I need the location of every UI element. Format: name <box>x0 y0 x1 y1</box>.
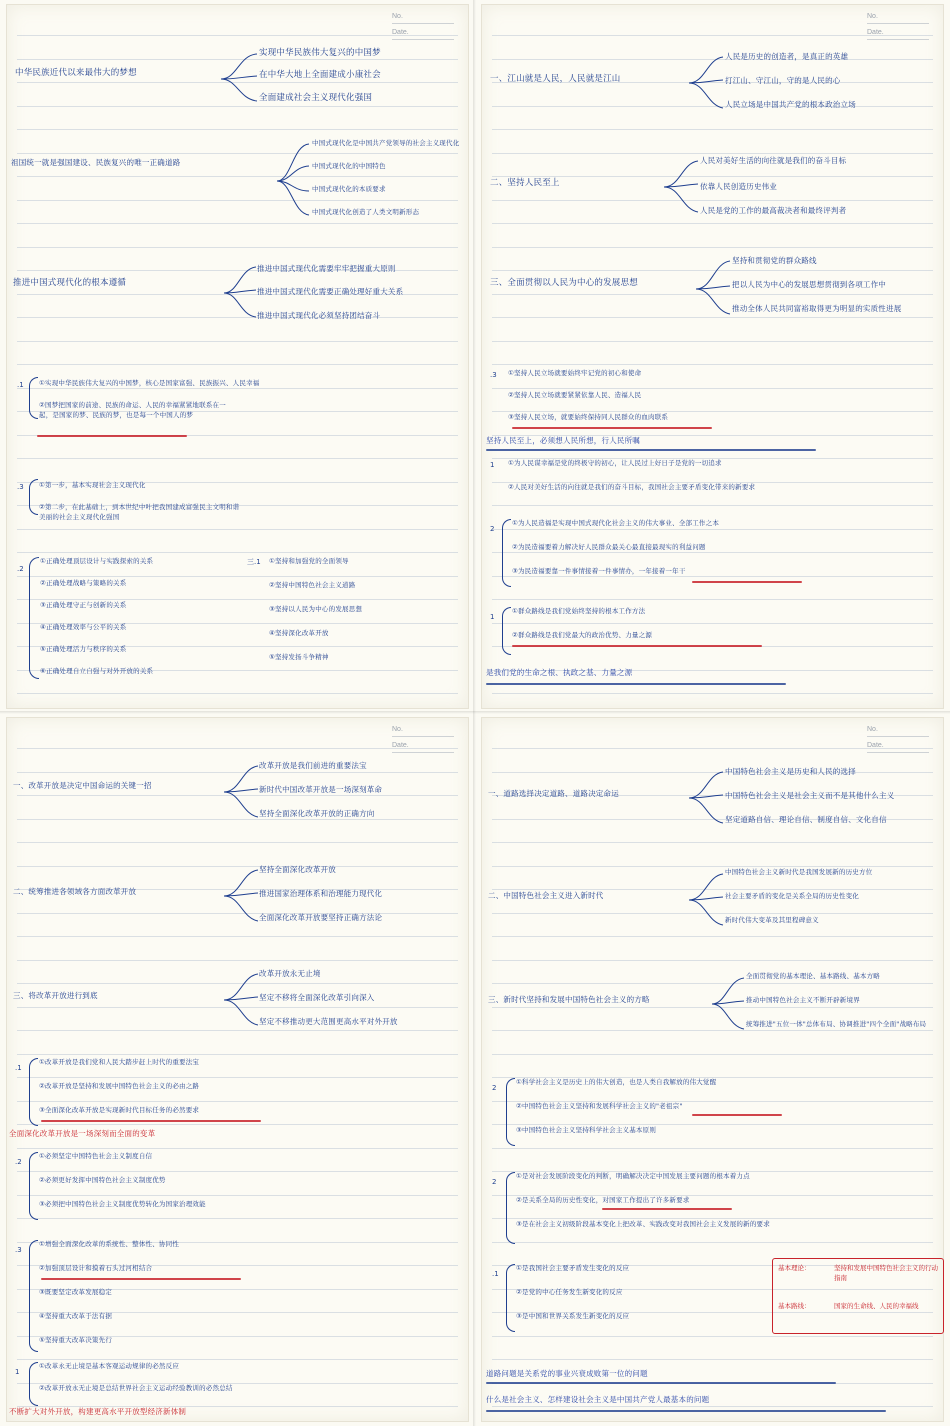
branch-1-2: 在中华大地上全面建成小康社会 <box>259 70 381 80</box>
branch-3-3: 坚定不移推动更大范围更高水平对外开放 <box>259 1017 398 1026</box>
stem-2: 二、中国特色社会主义进入新时代 <box>488 891 604 900</box>
page-seam-vertical <box>473 0 476 1426</box>
branch-1-3: 全面建成社会主义现代化强国 <box>259 93 373 103</box>
stem-3: 推进中国式现代化的根本遵循 <box>13 278 127 288</box>
fan-connector-3 <box>710 974 746 1036</box>
date-field: Date. <box>392 740 454 753</box>
note-index-3: .1 <box>492 1270 499 1278</box>
no-field: No. <box>867 11 929 24</box>
branch-1-3: 人民立场是中国共产党的根本政治立场 <box>725 100 856 109</box>
branch-3-2: 推进中国式现代化需要正确处理好重大关系 <box>257 287 404 296</box>
redbox-label-1: 基本理论： <box>778 1264 811 1272</box>
branch-1-3: 坚持全面深化改革开放的正确方向 <box>259 809 375 818</box>
branch-3-1: 推进中国式现代化需要牢牢把握重大原则 <box>257 264 396 273</box>
stem-2: 二、坚持人民至上 <box>490 178 560 188</box>
underline-red-1 <box>692 1114 782 1116</box>
branch-3-1: 全面贯彻党的基本理论、基本路线、基本方略 <box>746 972 880 980</box>
note-4-line-2: ②改革开放永无止境是总结世界社会主义运动经验教训的必然总结 <box>39 1384 233 1392</box>
note-3-line-1: ①增强全面深化改革的系统性、整体性、协同性 <box>39 1240 180 1248</box>
branch-1-1: 人民是历史的创造者，是真正的英雄 <box>725 52 849 61</box>
note-2-line-1: ①为人民谋幸福是党的终极守的初心，让人民过上好日子是党的一切追求 <box>508 459 722 467</box>
stem-1: 中华民族近代以来最伟大的梦想 <box>15 68 137 78</box>
note-index-1: .3 <box>490 371 497 379</box>
branch-2-3: 中国式现代化的本质要求 <box>312 185 386 193</box>
note-2-line-1: ①第一步，基本实现社会主义现代化 <box>39 481 146 489</box>
page-header-fields <box>867 724 929 756</box>
note-3-line-3: ③正确处理守正与创新的关系 <box>40 601 127 609</box>
note-3-line-1: ①为人民造福是实现中国式现代化社会主义的伟大事业、全部工作之本 <box>512 519 720 527</box>
underline-blue-1 <box>486 449 816 451</box>
note-index-3: .2 <box>17 565 24 573</box>
page-bottom-right <box>475 713 950 1426</box>
underline-blue-2 <box>486 1410 886 1412</box>
branch-2-1: 坚持全面深化改革开放 <box>259 865 336 874</box>
branch-2-2: 依靠人民创造历史伟业 <box>700 182 777 191</box>
stem-2: 二、统筹推进各领域各方面改革开放 <box>13 887 137 896</box>
note-4-line-1: ①改革永无止境是基本客观运动规律的必然反应 <box>39 1362 180 1370</box>
note-1-line-1: ①实现中华民族伟大复兴的中国梦，核心是国家富强、民族振兴、人民幸福 <box>39 379 260 387</box>
highlight-1: 道路问题是关系党的事业兴衰成败第一位的问题 <box>486 1369 648 1378</box>
brace-2 <box>29 479 38 515</box>
note-4-line-1: ①坚持和加强党的全面领导 <box>269 557 349 565</box>
branch-3-2: 把以人民为中心的发展思想贯彻到各项工作中 <box>732 280 886 289</box>
note-2-line-3: ③是在社会主义初级阶段基本变化上把改革、实践改变对我国社会主义发展的新的要求 <box>516 1220 770 1228</box>
branch-1-1: 中国特色社会主义是历史和人民的选择 <box>725 767 856 776</box>
paper-sheet <box>6 717 469 1422</box>
fan-connector-3 <box>222 970 260 1032</box>
branch-3-3: 推进中国式现代化必须坚持团结奋斗 <box>257 311 381 320</box>
note-1-line-2: ②坚持人民立场就要紧紧依靠人民、造福人民 <box>508 391 642 399</box>
note-index-4: 三.1 <box>247 558 261 566</box>
note-1-line-1: ①科学社会主义是历史上的伟大创造，也是人类自我解放的伟大觉醒 <box>516 1078 717 1086</box>
note-1-line-3: ③全面深化改革开放是实现新时代目标任务的必然要求 <box>39 1106 200 1114</box>
stem-3: 三、新时代坚持和发展中国特色社会主义的方略 <box>488 995 650 1004</box>
stem-3: 三、全面贯彻以人民为中心的发展思想 <box>490 278 638 288</box>
note-2-line-3: ③必须把中国特色社会主义制度优势转化为国家治理效能 <box>39 1200 206 1208</box>
note-2-line-1: ①必须坚定中国特色社会主义制度自信 <box>39 1152 153 1160</box>
page-top-left <box>0 0 475 713</box>
highlight-2: 不断扩大对外开放，构建更高水平开放型经济新体制 <box>9 1407 187 1416</box>
branch-2-1: 人民对美好生活的向往就是我们的奋斗目标 <box>700 156 847 165</box>
branch-2-2: 社会主要矛盾的变化是关系全局的历史性变化 <box>725 892 859 900</box>
note-index-2: 1 <box>490 461 495 469</box>
date-field: Date. <box>392 27 454 40</box>
highlight-1: 全面深化改革开放是一场深刻而全面的变革 <box>9 1129 156 1138</box>
brace-3 <box>29 1240 38 1352</box>
note-3-line-3: ③为民造福要靠一件事情接着一件事情办，一年接着一年干 <box>512 567 686 575</box>
note-3-line-1: ①是我国社会主要矛盾发生变化的反应 <box>516 1264 630 1272</box>
highlight-2: 是我们党的生命之根、执政之基、力量之源 <box>486 668 633 677</box>
underline-red-1 <box>37 435 187 437</box>
branch-2-1: 中国特色社会主义新时代是我国发展新的历史方位 <box>725 868 873 876</box>
branch-1-2: 打江山、守江山，守的是人民的心 <box>725 76 841 85</box>
brace-2 <box>506 1172 515 1244</box>
fan-connector-1 <box>687 53 725 115</box>
paper-sheet <box>481 717 944 1422</box>
fan-connector-1 <box>219 49 259 109</box>
brace-4 <box>29 1362 38 1406</box>
note-2-line-2: ②人民对美好生活的向往就是我们的奋斗目标，我国社会主要矛盾变化带来的新要求 <box>508 483 756 491</box>
page-header-fields <box>392 724 454 756</box>
note-1-line-3: ③坚持人民立场，就要始终保持同人民群众的血肉联系 <box>508 413 669 421</box>
fan-connector-2 <box>662 157 700 219</box>
note-index-3: 2 <box>490 525 495 533</box>
page-bottom-left <box>0 713 475 1426</box>
branch-3-3: 统筹推进"五位一体"总体布局、协调推进"四个全面"战略布局 <box>746 1020 927 1028</box>
note-index-1: .1 <box>17 381 24 389</box>
paper-sheet <box>6 4 469 709</box>
note-3-line-1: ①正确处理顶层设计与实践探索的关系 <box>40 557 154 565</box>
note-1-line-2: ②中国特色社会主义坚持和发展科学社会主义的"老祖宗" <box>516 1102 683 1110</box>
fan-connector-1 <box>687 768 725 830</box>
branch-2-4: 中国式现代化创造了人类文明新形态 <box>312 208 420 216</box>
underline-red-1 <box>41 1120 261 1122</box>
stem-1: 一、道路选择决定道路、道路决定命运 <box>488 789 619 798</box>
highlight-2: 什么是社会主义、怎样建设社会主义是中国共产党人最基本的问题 <box>486 1395 710 1404</box>
note-4-line-4: ④坚持深化改革开放 <box>269 629 329 637</box>
note-index-4: 1 <box>15 1368 20 1376</box>
branch-2-3: 新时代伟大变革及其里程碑意义 <box>725 916 819 924</box>
branch-1-2: 新时代中国改革开放是一场深刻革命 <box>259 785 383 794</box>
highlight-1: 坚持人民至上，必须想人民所想，行人民所嘱 <box>486 436 640 445</box>
stem-2: 祖国统一就是强国建设、民族复兴的唯一正确道路 <box>11 158 181 167</box>
note-4-line-5: ⑤坚持发扬斗争精神 <box>269 653 329 661</box>
branch-2-1: 中国式现代化是中国共产党领导的社会主义现代化 <box>312 139 460 147</box>
date-field: Date. <box>867 740 929 753</box>
no-field: No. <box>392 11 454 24</box>
stem-1: 一、江山就是人民，人民就是江山 <box>490 74 621 84</box>
redbox-label-2: 基本路线： <box>778 1302 811 1310</box>
stem-3: 三、将改革开放进行到底 <box>13 991 98 1000</box>
note-1-line-3: ③中国特色社会主义坚持科学社会主义基本原则 <box>516 1126 657 1134</box>
branch-2-3: 全面深化改革开放要坚持正确方法论 <box>259 913 383 922</box>
page-header-fields <box>392 11 454 43</box>
brace-3 <box>506 1264 515 1332</box>
underline-red-2 <box>692 581 802 583</box>
branch-3-3: 推动全体人民共同富裕取得更为明显的实质性进展 <box>732 304 902 313</box>
note-2-line-1: ①是对社会发展阶段变化的判断，明确解决决定中国发展主要问题的根本着力点 <box>516 1172 750 1180</box>
note-4-line-2: ②群众路线是我们党最大的政治优势、力量之源 <box>512 631 653 639</box>
fan-connector-1 <box>222 762 260 824</box>
note-2-line-2: ②是关系全局的历史性变化，对国家工作提出了许多新要求 <box>516 1196 690 1204</box>
page-header-fields <box>867 11 929 43</box>
underline-red-3 <box>512 645 762 647</box>
no-field: No. <box>392 724 454 737</box>
fan-connector-2 <box>275 141 311 219</box>
brace-3 <box>29 557 39 679</box>
underline-blue-1 <box>486 1382 836 1384</box>
note-3-line-6: ⑥正确处理自立自强与对外开放的关系 <box>40 667 154 675</box>
date-field: Date. <box>867 27 929 40</box>
note-index-1: .1 <box>15 1064 22 1072</box>
note-3-line-2: ②加强顶层设计和摸着石头过河相结合 <box>39 1264 153 1272</box>
underline-red-1 <box>512 427 712 429</box>
branch-2-3: 人民是党的工作的最高裁决者和最终评判者 <box>700 206 847 215</box>
note-3-line-5: ⑤坚持重大改革决策先行 <box>39 1336 113 1344</box>
fan-connector-3 <box>222 263 258 325</box>
note-1-line-1: ①改革开放是我们党和人民大踏步赶上时代的重要法宝 <box>39 1058 200 1066</box>
note-3-line-2: ②正确处理战略与策略的关系 <box>40 579 127 587</box>
stem-1: 一、改革开放是决定中国命运的关键一招 <box>13 781 152 790</box>
note-index-3: .3 <box>15 1246 22 1254</box>
note-2-line-2: ②第二步，在此基础上，到本世纪中叶把我国建成富强民主文明和谐美丽的社会主义现代化强国 <box>39 503 240 521</box>
brace-1 <box>29 1058 38 1126</box>
brace-2 <box>502 607 511 655</box>
note-4-line-3: ③坚持以人民为中心的发展思想 <box>269 605 363 613</box>
note-index-2: .2 <box>15 1158 22 1166</box>
note-index-2: 2 <box>492 1178 497 1186</box>
brace-2 <box>29 1152 38 1220</box>
note-4-line-1: ①群众路线是我们党始终坚持的根本工作方法 <box>512 607 646 615</box>
fan-connector-2 <box>687 870 725 932</box>
note-1-line-1: ①坚持人民立场就要始终牢记党的初心和使命 <box>508 369 642 377</box>
branch-1-2: 中国特色社会主义是社会主义而不是其他什么主义 <box>725 791 895 800</box>
note-3-line-2: ②是党的中心任务发生新变化的反应 <box>516 1288 623 1296</box>
underline-blue-2 <box>486 683 786 685</box>
branch-1-3: 坚定道路自信、理论自信、制度自信、文化自信 <box>725 815 887 824</box>
note-3-line-4: ④坚持重大改革于法有据 <box>39 1312 113 1320</box>
branch-2-2: 推进国家治理体系和治理能力现代化 <box>259 889 383 898</box>
page-top-right <box>475 0 950 713</box>
branch-3-2: 推动中国特色社会主义不断开辟新境界 <box>746 996 860 1004</box>
fan-connector-3 <box>694 257 732 321</box>
no-field: No. <box>867 724 929 737</box>
branch-3-1: 坚持和贯彻党的群众路线 <box>732 256 817 265</box>
branch-3-2: 坚定不移将全面深化改革引向深入 <box>259 993 375 1002</box>
branch-1-1: 实现中华民族伟大复兴的中国梦 <box>259 48 381 58</box>
paper-sheet <box>481 4 944 709</box>
note-3-line-4: ④正确处理效率与公平的关系 <box>40 623 127 631</box>
note-3-line-3: ③是中国和世界关系发生新变化的反应 <box>516 1312 630 1320</box>
branch-3-1: 改革开放永无止境 <box>259 969 321 978</box>
note-3-line-2: ②为民造福要着力解决好人民群众最关心最直接最现实的利益问题 <box>512 543 706 551</box>
note-3-line-3: ③既要坚定改革发展稳定 <box>39 1288 113 1296</box>
note-index-1: 2 <box>492 1084 497 1092</box>
branch-2-2: 中国式现代化的中国特色 <box>312 162 386 170</box>
redbox-text-1: 坚持和发展中国特色社会主义的行动指南 <box>834 1264 938 1282</box>
redbox-text-2: 国家的生命线、人民的幸福线 <box>834 1302 919 1310</box>
note-2-line-2: ②必须更好发挥中国特色社会主义制度优势 <box>39 1176 166 1184</box>
underline-red-2 <box>602 1208 732 1210</box>
note-index-2: .3 <box>17 483 24 491</box>
note-1-line-2: ②改革开放是坚持和发展中国特色社会主义的必由之路 <box>39 1082 200 1090</box>
brace-1 <box>502 519 511 587</box>
brace-1 <box>29 377 38 419</box>
fan-connector-2 <box>222 866 260 928</box>
note-1-line-2: ②国梦把国家的前途、民族的命运、人民的幸福紧紧地联系在一起，是国家的梦、民族的梦，也是每一个中国人的梦 <box>39 401 226 419</box>
brace-1 <box>506 1078 515 1146</box>
note-4-line-2: ②坚持中国特色社会主义道路 <box>269 581 356 589</box>
underline-red-2 <box>41 1278 241 1280</box>
branch-1-1: 改革开放是我们前进的重要法宝 <box>259 761 367 770</box>
note-index-4: 1 <box>490 613 495 621</box>
note-3-line-5: ⑤正确处理活力与秩序的关系 <box>40 645 127 653</box>
